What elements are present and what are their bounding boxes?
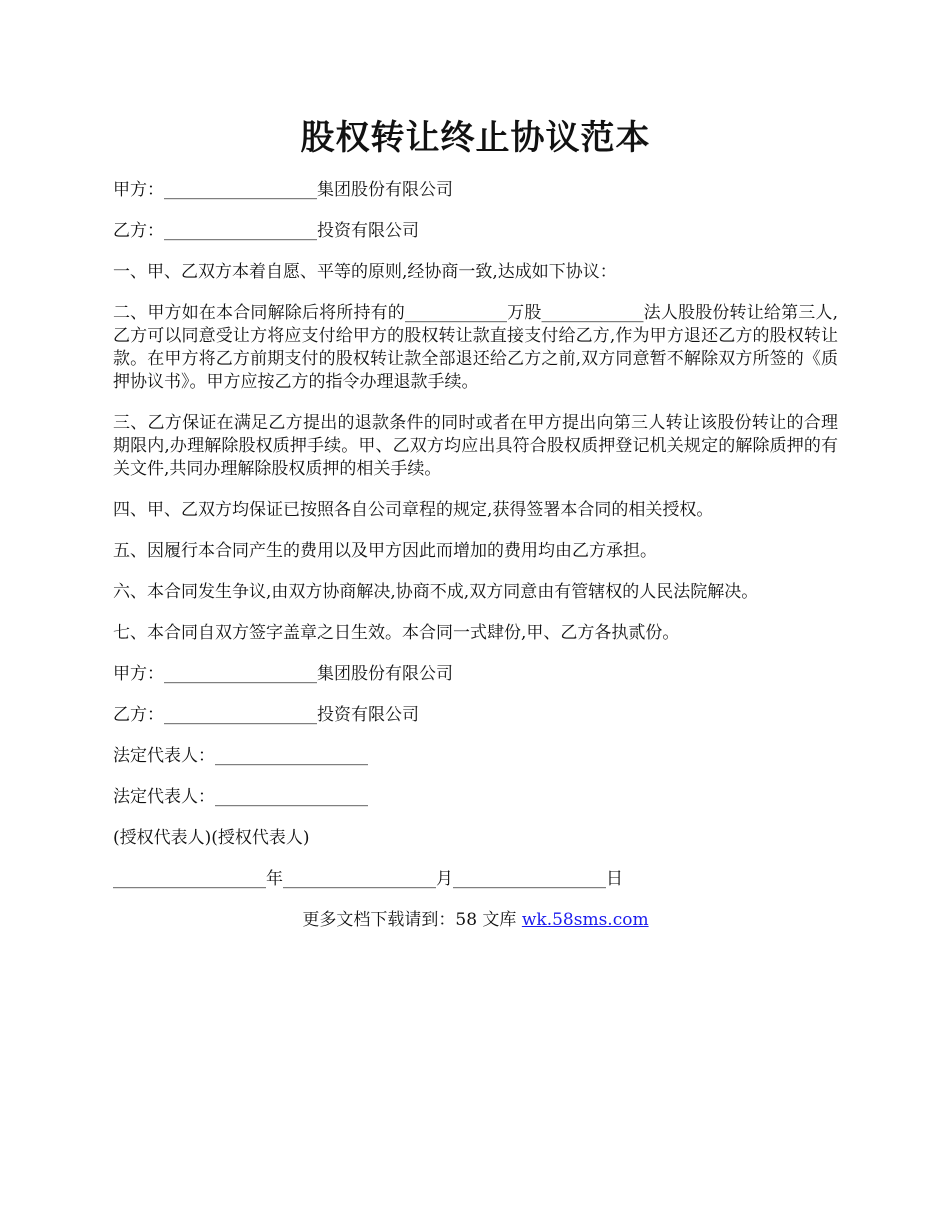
clause-5: 五、因履行本合同产生的费用以及甲方因此而增加的费用均由乙方承担。 — [113, 541, 657, 561]
clause-4: 四、甲、乙双方均保证已按照各自公司章程的规定,获得签署本合同的相关授权。 — [113, 500, 714, 520]
document-title: 股权转让终止协议范本 — [300, 118, 651, 158]
party-a-line: 甲方：__________________集团股份有限公司 — [113, 180, 453, 200]
clause-1: 一、甲、乙双方本着自愿、平等的原则,经协商一致,达成如下协议： — [113, 262, 617, 282]
authorized-representatives: (授权代表人)(授权代表人) — [113, 828, 310, 848]
party-a-signature-line: 甲方：__________________集团股份有限公司 — [113, 664, 453, 684]
footer-text: 更多文档下载请到：58 文库 — [302, 910, 522, 930]
clause-6: 六、本合同发生争议,由双方协商解决,协商不成,双方同意由有管辖权的人民法院解决。 — [113, 582, 759, 602]
download-footer — [113, 909, 838, 932]
party-b-signature-line: 乙方：__________________投资有限公司 — [113, 705, 419, 725]
legal-representative-line: 法定代表人：__________________ — [113, 787, 368, 807]
legal-representative-line: 法定代表人：__________________ — [113, 746, 368, 766]
clause-3: 三、乙方保证在满足乙方提出的退款条件的同时或者在甲方提出向第三人转让该股份转让的合理期限内,办理解除股权质押手续。甲、乙双方均应出具符合股权质押登记机关规定的解除质押的有关文件,共同办理解除股权质押的相关手续。 — [113, 413, 838, 479]
clause-7: 七、本合同自双方签字盖章之日生效。本合同一式肆份,甲、乙方各执贰份。 — [113, 623, 680, 643]
footer-link[interactable]: wk.58sms.com — [521, 910, 649, 930]
clause-2: 二、甲方如在本合同解除后将所持有的____________万股____________法人股股份转让给第三人,乙方可以同意受让方将应支付给甲方的股权转让款直接支付给乙方,作为甲方退还乙方的股权转让款。在甲方将乙方前期支付的股权转让款全部退还给乙方之前,双方同意暂不解除双方所签的《质押协议书》。甲方应按乙方的指令办理退款手续。 — [113, 303, 838, 392]
party-b-line: 乙方：__________________投资有限公司 — [113, 221, 419, 241]
date-line: __________________年__________________月__________________日 — [113, 869, 623, 889]
